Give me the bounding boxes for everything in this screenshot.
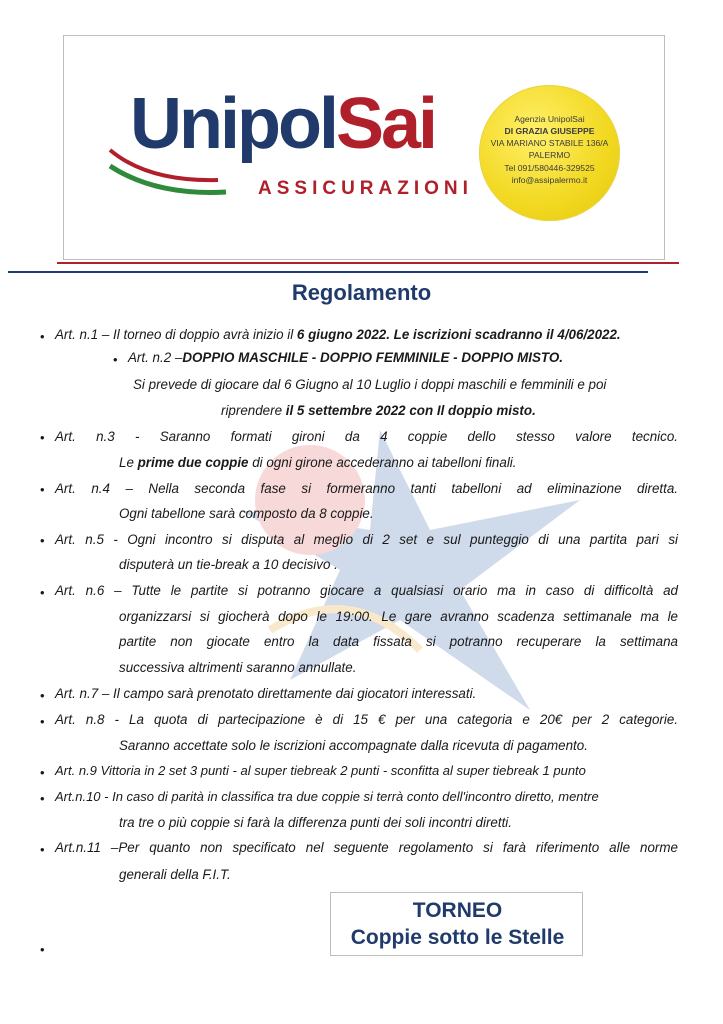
article-5-line-2: disputerà un tie-break a 10 decisivo . — [119, 557, 338, 572]
header-divider-red — [57, 262, 679, 264]
tournament-name: Coppie sotto le Stelle — [350, 926, 565, 949]
article-11-line-2: generali della F.I.T. — [119, 867, 231, 882]
agency-line-3: VIA MARIANO STABILE 136/A — [490, 138, 609, 148]
article-2: Art. n.2 –DOPPIO MASCHILE - DOPPIO FEMMINILE - DOPPIO MISTO. — [128, 350, 564, 365]
bullet: • — [40, 842, 45, 857]
article-3: Art. n.3 - Saranno formati gironi da 4 coppie dello stesso valore tecnico. — [55, 429, 678, 444]
bullet: • — [40, 329, 45, 344]
logo-wordmark: UnipolSai — [130, 84, 436, 164]
tournament-label: TORNEO — [412, 899, 503, 922]
header-divider-blue — [8, 271, 648, 273]
article-6: Art. n.6 – Tutte le partite si potranno giocare a qualsiasi orario ma in caso di difficoltà ad — [55, 583, 678, 598]
bullet: • — [40, 765, 45, 780]
logo-subtitle: ASSICURAZIONI — [258, 178, 473, 199]
article-6-line-4: successiva altrimenti saranno annullate. — [119, 660, 357, 675]
bullet: • — [40, 533, 45, 548]
agency-line-6: info@assipalermo.it — [511, 175, 588, 185]
article-8: Art. n.8 - La quota di partecipazione è di 15 € per una categoria e 20€ per 2 categorie. — [55, 712, 678, 727]
article-4: Art. n.4 – Nella seconda fase si formeranno tanti tabelloni ad eliminazione diretta. — [55, 481, 678, 496]
article-6-line-3: partite non giocate entro la data fissata si potranno recuperare la settimana — [119, 634, 678, 649]
agency-tennis-ball-badge — [479, 85, 620, 221]
bullet-empty: • — [40, 942, 45, 957]
bullet: • — [40, 585, 45, 600]
page-title: Regolamento — [291, 280, 432, 305]
tournament-name-box — [330, 892, 583, 956]
agency-line-2: DI GRAZIA GIUSEPPE — [504, 126, 595, 136]
bullet: • — [113, 352, 118, 367]
agency-line-1: Agenzia UnipolSai — [514, 114, 585, 124]
bullet: • — [40, 430, 45, 445]
agency-line-4: PALERMO — [528, 150, 571, 160]
article-1: Art. n.1 – Il torneo di doppio avrà inizio il 6 giugno 2022. Le iscrizioni scadranno il 4/06/2022. — [55, 327, 621, 342]
article-3-line-2: Le prime due coppie di ogni girone accederanno ai tabelloni finali. — [119, 455, 517, 470]
bullet: • — [40, 791, 45, 806]
article-10: Art.n.10 - In caso di parità in classifica tra due coppie si terrà conto dell'incontro diretto, mentre — [55, 789, 599, 804]
article-2-line-3: riprendere il 5 settembre 2022 con Il doppio misto. — [221, 403, 536, 418]
article-8-line-2: Saranno accettate solo le iscrizioni accompagnate dalla ricevuta di pagamento. — [119, 738, 588, 753]
article-11: Art.n.11 –Per quanto non specificato nel seguente regolamento si farà riferimento alle norme — [55, 840, 678, 855]
article-9: Art. n.9 Vittoria in 2 set 3 punti - al super tiebreak 2 punti - sconfitta al super tiebreak 1 punto — [55, 763, 586, 778]
agency-line-5: Tel 091/580446-329525 — [504, 163, 595, 173]
bullet: • — [40, 714, 45, 729]
bullet: • — [40, 482, 45, 497]
article-6-line-2: organizzarsi si giocherà dopo le 19:00. Le gare avranno scadenza settimanale ma le — [119, 609, 678, 624]
article-2-line-2: Si prevede di giocare dal 6 Giugno al 10 Luglio i doppi maschili e femminili e poi — [133, 377, 607, 392]
article-7: Art. n.7 – Il campo sarà prenotato direttamente dai giocatori interessati. — [55, 686, 477, 701]
article-4-line-2: Ogni tabellone sarà composto da 8 coppie. — [119, 506, 374, 521]
bullet: • — [40, 688, 45, 703]
article-5: Art. n.5 - Ogni incontro si disputa al meglio di 2 set e sul punteggio di una partita pari si — [55, 532, 678, 547]
article-10-line-2: tra tre o più coppie si farà la differenza punti dei soli incontri diretti. — [119, 815, 512, 830]
unipolsai-logo — [108, 84, 473, 202]
